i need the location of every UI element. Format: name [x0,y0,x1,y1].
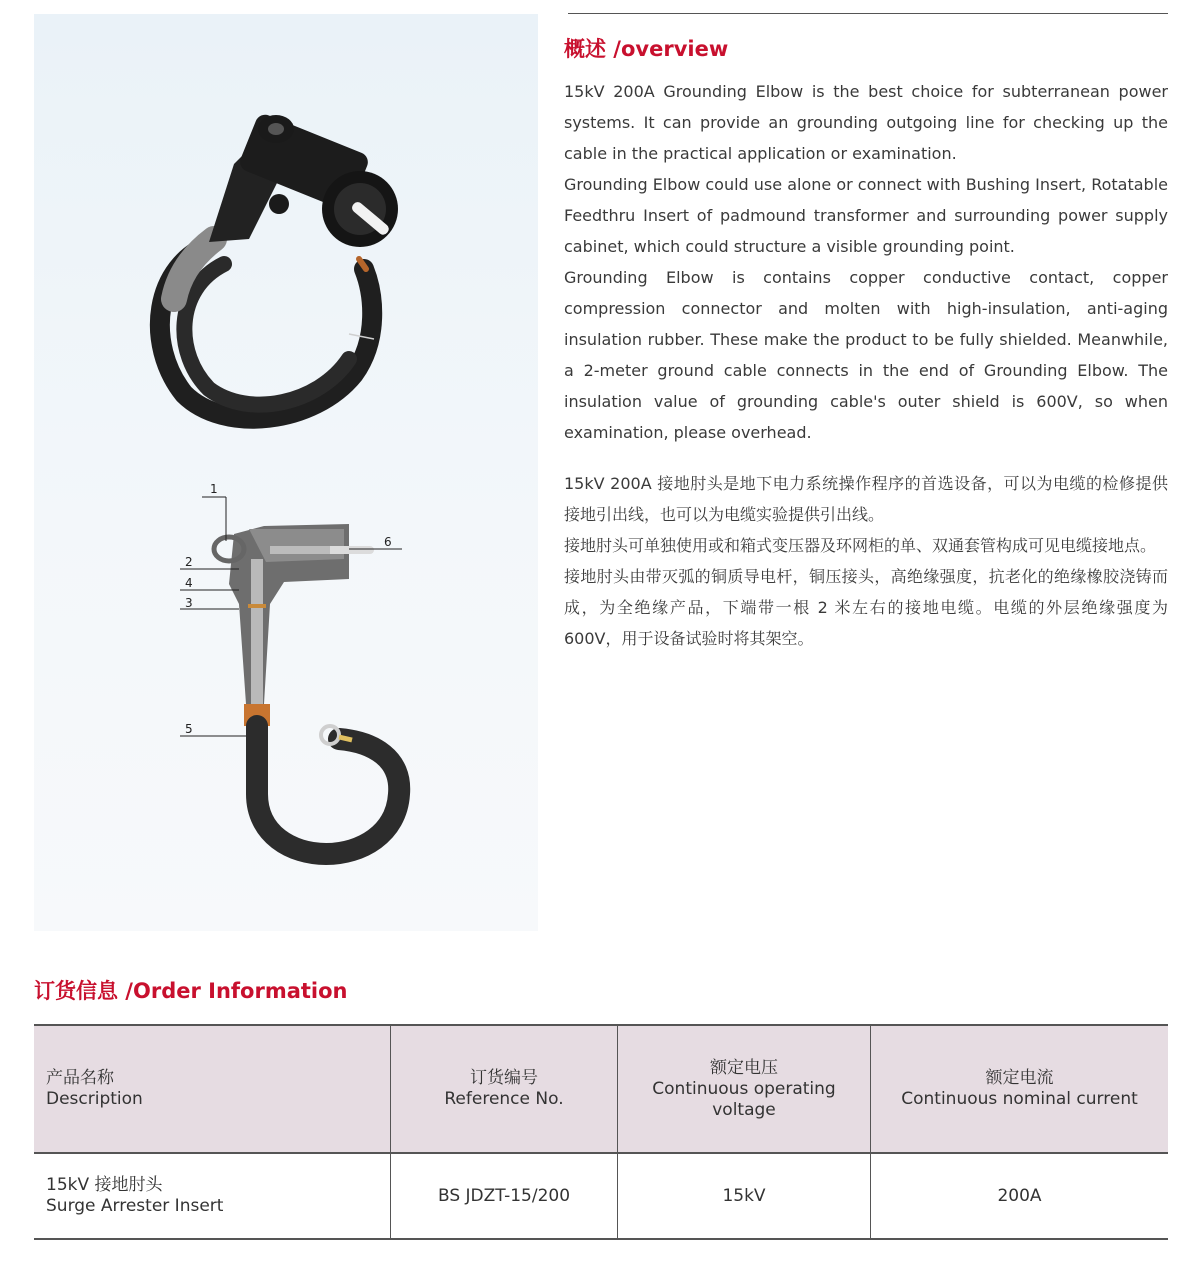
cell-reference: BS JDZT-15/200 [391,1153,618,1239]
top-divider [568,13,1168,14]
header-voltage: 额定电压 Continuous operating voltage [618,1025,871,1153]
product-image-panel [34,14,538,931]
callout-5: 5 [185,722,193,736]
overview-paragraph-zh: 接地肘头可单独使用或和箱式变压器及环网柜的单、双通套管构成可见电缆接地点。 [564,536,1157,555]
callout-6: 6 [384,535,392,549]
cell-current: 200A [997,1186,1042,1206]
grounding-elbow-photo [160,112,398,419]
cross-section-diagram [180,482,402,854]
overview-paragraph-en: 15kV 200A Grounding Elbow is the best choice for subterranean power systems. It can provide an grounding outgoing line for checking up the cable in the practical application or examination. [564,82,1168,163]
header-description: 产品名称 Description [34,1025,391,1153]
callout-4: 4 [185,576,193,590]
overview-title: 概述 /overview [564,37,729,61]
overview-paragraph-zh: 15kV 200A 接地肘头是地下电力系统操作程序的首选设备，可以为电缆的检修提供接地引出线，也可以为电缆实验提供引出线。 [564,474,1168,524]
product-illustration [34,14,538,931]
order-information-title: 订货信息 /Order Information [34,979,348,1003]
table-row [34,1153,1168,1239]
paragraph-gap [564,448,1168,468]
overview-paragraph-en: Grounding Elbow is contains copper conductive contact, copper compression connector and molten with high-insulation, anti-aging insulation rubber. These make the product to be fully shielded. Meanwhile, a 2-meter ground cable connects in the end of Grounding Elbow. The insulation value of grounding cable's outer shield is 600V, so when examination, please overhead. [564,268,1168,442]
callout-2: 2 [185,555,193,569]
callout-3: 3 [185,596,193,610]
cell-description: 15kV 接地肘头 Surge Arrester Insert [34,1153,391,1239]
overview-paragraph-zh: 接地肘头由带灭弧的铜质导电杆，铜压接头，高绝缘强度，抗老化的绝缘橡胶浇铸而成，为全绝缘产品，下端带一根 2 米左右的接地电缆。电缆的外层绝缘强度为 600V，用于设备试验时将其架空。 [564,567,1168,648]
order-table-header-row [34,1025,1168,1153]
header-reference: 订货编号 Reference No. [391,1025,618,1153]
order-table [34,1024,1168,1240]
overview-paragraph-en: Grounding Elbow could use alone or connect with Bushing Insert, Rotatable Feedthru Insert of padmound transformer and surrounding power supply cabinet, which could structure a visible grounding point. [564,175,1168,256]
cell-voltage: 15kV [618,1153,871,1239]
overview-body [564,76,1168,654]
callout-1: 1 [210,482,218,496]
header-current: 额定电流 Continuous nominal current [901,1068,1138,1109]
